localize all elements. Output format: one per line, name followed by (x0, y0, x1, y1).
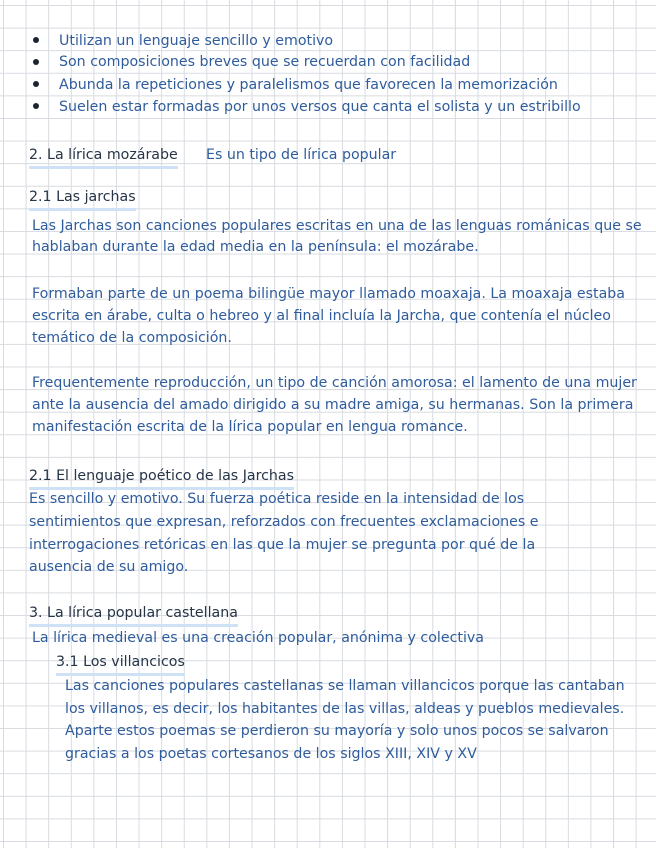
paragraph-line: sentimientos que expresan, reforzados con frecuentes exclamaciones e (29, 514, 539, 530)
subheading-villancicos: 3.1 Los villancicos (56, 651, 185, 676)
paragraph-line: los villanos, es decir, los habitantes de las villas, aldeas y pueblos medievales. (65, 701, 625, 717)
paragraph-line: Las canciones populares castellanas se llaman villancicos porque las cantaban (65, 678, 625, 694)
bullet-dot (33, 81, 39, 87)
section-heading-lirica-castellana: 3. La lírica popular castellana (29, 602, 238, 627)
paragraph-line: Aparte estos poemas se perdieron su mayoría y solo unos pocos se salvaron (65, 723, 609, 739)
bullet-item: Abunda la repeticiones y paralelismos que favorecen la memorización (59, 77, 558, 93)
bullet-item: Suelen estar formadas por unos versos que canta el solista y un estribillo (59, 99, 581, 115)
paragraph-line: Formaban parte de un poema bilingüe mayor llamado moaxaja. La moaxaja estaba (32, 286, 625, 302)
paragraph-line: ante la ausencia del amado dirigido a su madre amiga, su hermanas. Son la primera (32, 397, 634, 413)
bullet-dot (33, 37, 39, 43)
subheading-las-jarchas: 2.1 Las jarchas (29, 186, 136, 211)
paragraph-line: manifestación escrita de la lírica popular en lengua romance. (32, 419, 468, 435)
paragraph-line: Es sencillo y emotivo. Su fuerza poética reside en la intensidad de los (29, 491, 525, 507)
paragraph-line: Las Jarchas son canciones populares escritas en una de las lenguas románicas que se (32, 218, 642, 234)
paragraph-line: escrita en árabe, culta o hebreo y al final incluía la Jarcha, que contenía el núcleo (32, 308, 611, 324)
paragraph-line: Frequentemente reproducción, un tipo de canción amorosa: el lamento de una mujer (32, 375, 637, 391)
section-heading-lirica-mozarabe: 2. La lírica mozárabe (29, 144, 178, 169)
bullet-dot (33, 59, 39, 65)
paragraph-line: gracias a los poetas cortesanos de los siglos XIII, XIV y XV (65, 746, 477, 762)
paragraph-line: interrogaciones retóricas en las que la mujer se pregunta por qué de la (29, 537, 536, 553)
paragraph-line: temático de la composición. (32, 330, 232, 346)
bullet-dot (33, 103, 39, 109)
paragraph-line: hablaban durante la edad media en la península: el mozárabe. (32, 239, 479, 255)
bullet-item: Utilizan un lenguaje sencillo y emotivo (59, 33, 334, 49)
section-intro: La lírica medieval es una creación popular, anónima y colectiva (32, 630, 484, 646)
paragraph-line: ausencia de su amigo. (29, 559, 189, 575)
subheading-lenguaje-poetico: 2.1 El lenguaje poético de las Jarchas (29, 465, 294, 490)
bullet-item: Son composiciones breves que se recuerdan con facilidad (59, 54, 471, 70)
section-aside: Es un tipo de lírica popular (206, 147, 397, 163)
